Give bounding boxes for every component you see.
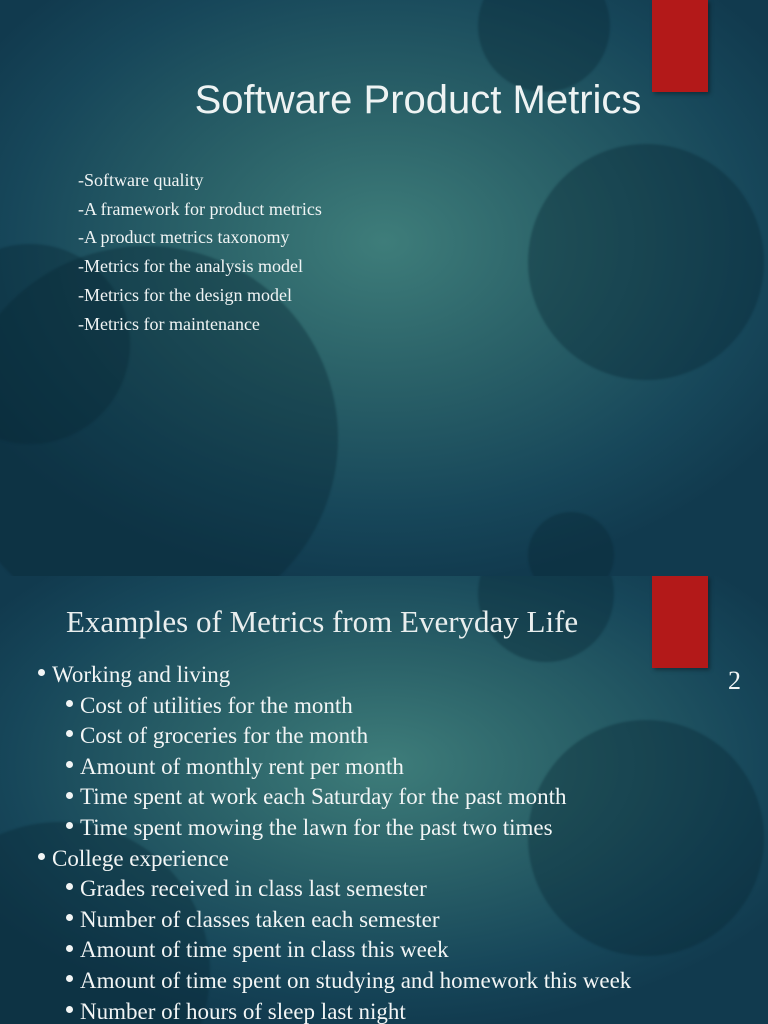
bullet-text: Amount of time spent in class this week [80, 937, 449, 963]
bullet-dot-icon [38, 669, 45, 676]
bullet-list [38, 660, 631, 1024]
bullet-text: Amount of time spent on studying and homework this week [80, 967, 632, 993]
bullet-dot-icon [66, 730, 73, 737]
sub-bullet-item [38, 752, 631, 783]
bullet-text: Amount of monthly rent per month [80, 753, 404, 779]
topic-item: -A product metrics taxonomy [78, 227, 290, 248]
bullet-item [38, 660, 631, 691]
topic-item: -Metrics for maintenance [78, 313, 260, 334]
topic-item: -Metrics for the design model [78, 284, 292, 305]
bullet-text: Time spent mowing the lawn for the past two times [80, 814, 553, 840]
bullet-dot-icon [66, 883, 73, 890]
bullet-text: Time spent at work each Saturday for the past month [80, 784, 567, 810]
bullet-item [38, 844, 631, 875]
sub-bullet-item [38, 997, 631, 1024]
bullet-text: Grades received in class last semester [80, 876, 427, 902]
bullet-text: Cost of utilities for the month [80, 692, 353, 718]
bullet-dot-icon [66, 945, 73, 952]
sub-bullet-item [38, 966, 631, 997]
slide-title: Software Product Metrics [194, 78, 642, 122]
sub-bullet-item [38, 721, 631, 752]
bullet-text: College experience [52, 845, 229, 871]
sub-bullet-item [38, 874, 631, 905]
slide-title: Examples of Metrics from Everyday Life [66, 604, 579, 639]
bullet-dot-icon [66, 975, 73, 982]
slide-2 [0, 576, 768, 1024]
bullet-dot-icon [66, 761, 73, 768]
page-number: 2 [728, 666, 741, 695]
topic-item: -Metrics for the analysis model [78, 256, 303, 277]
sub-bullet-item [38, 905, 631, 936]
sub-bullet-item [38, 813, 631, 844]
sub-bullet-item [38, 935, 631, 966]
bullet-text: Number of classes taken each semester [80, 906, 440, 932]
topic-item: -Software quality [78, 170, 204, 190]
background-circle [528, 144, 764, 380]
background-circle [528, 512, 614, 576]
bullet-text: Working and living [52, 662, 231, 687]
bullet-dot-icon [38, 853, 45, 860]
bullet-dot-icon [66, 700, 73, 707]
bullet-dot-icon [66, 822, 73, 829]
sub-bullet-item [38, 782, 631, 813]
bullet-dot-icon [66, 1006, 73, 1013]
accent-bar [652, 576, 708, 668]
bullet-dot-icon [66, 914, 73, 921]
topic-list [78, 166, 322, 338]
topic-item: -A framework for product metrics [78, 198, 322, 219]
bullet-text: Cost of groceries for the month [80, 723, 369, 749]
bullet-dot-icon [66, 792, 73, 799]
bullet-text: Number of hours of sleep last night [80, 998, 406, 1024]
sub-bullet-item [38, 691, 631, 722]
